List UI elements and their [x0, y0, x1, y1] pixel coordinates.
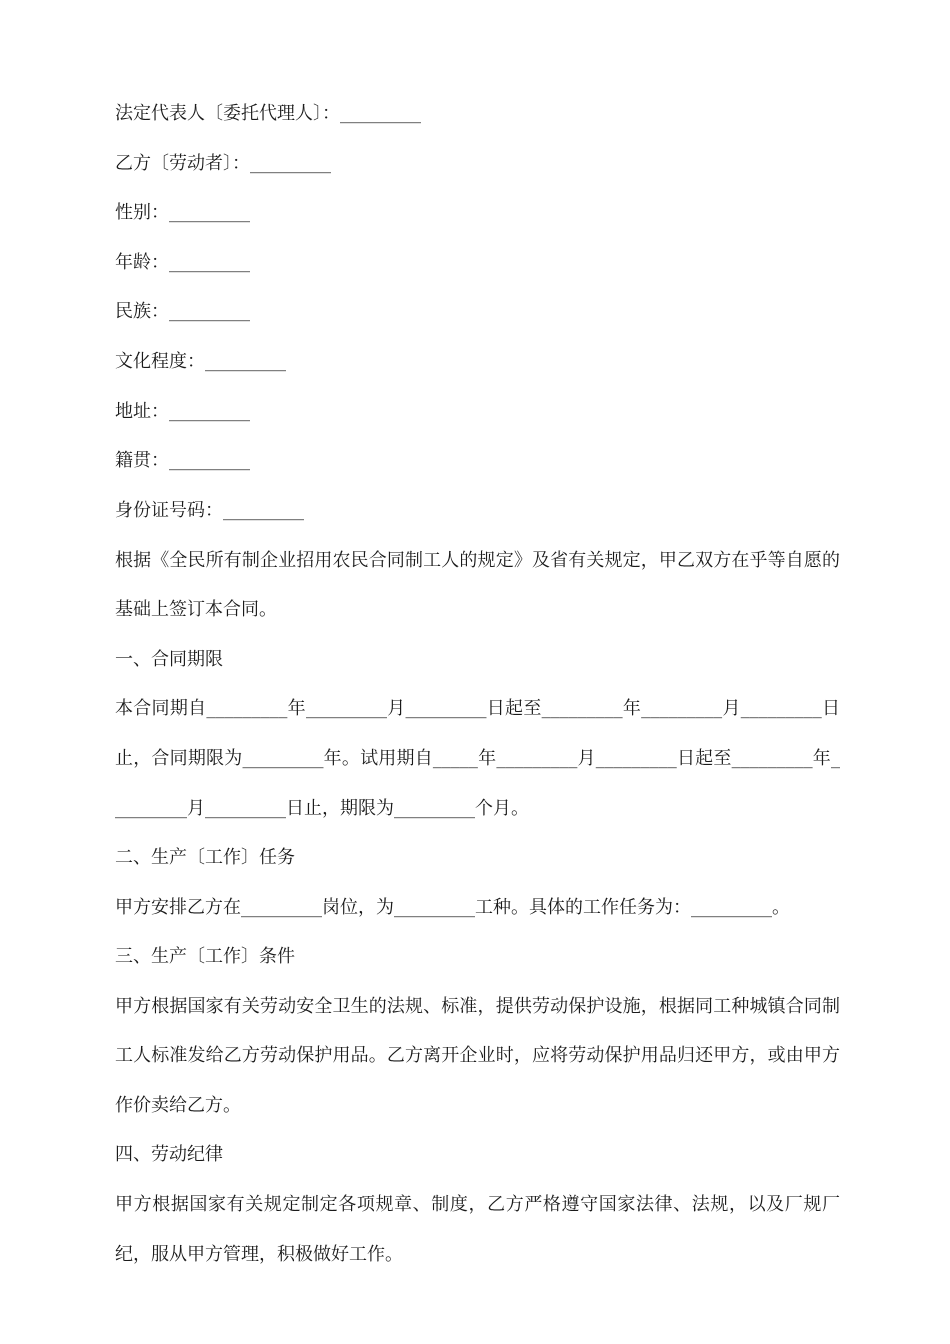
section-heading-conditions: 三、生产〔工作〕条件: [115, 946, 295, 968]
gender-field: 性别：_________: [115, 202, 250, 224]
term-paragraph: 本合同期自_________年_________月_________日起至_________年_________月_________日止，合同期限为_________年。试用期自_____年_________月_________日起至_________年_________月_________日止，期限为_________个月。: [115, 698, 840, 819]
section-heading-term: 一、合同期限: [115, 648, 223, 670]
tasks-paragraph: 甲方安排乙方在_________岗位，为_________工种。具体的工作任务为：_________。: [115, 896, 790, 918]
age-field: 年龄：_________: [115, 251, 250, 273]
legal-representative-field: 法定代表人〔委托代理人〕：_________: [115, 103, 421, 124]
conditions-paragraph: 甲方根据国家有关劳动安全卫生的法规、标准，提供劳动保护设施，根据同工种城镇合同制工人标准发给乙方劳动保护用品。乙方离开企业时，应将劳动保护用品归还甲方，或由甲方作价卖给乙方。: [115, 995, 840, 1117]
discipline-paragraph: 甲方根据国家有关规定制定各项规章、制度，乙方严格遵守国家法律、法规，以及厂规厂纪，服从甲方管理，积极做好工作。: [115, 1194, 840, 1265]
education-field: 文化程度：_________: [115, 350, 286, 372]
party-b-field: 乙方〔劳动者〕：_________: [115, 152, 331, 174]
preamble-paragraph: 根据《全民所有制企业招用农民合同制工人的规定》及省有关规定，甲乙双方在乎等自愿的基础上签订本合同。: [115, 549, 840, 621]
native-place-field: 籍贯：_________: [115, 450, 250, 472]
contract-page: [115, 101, 840, 1291]
ethnicity-field: 民族：_________: [115, 301, 250, 323]
id-number-field: 身份证号码：_________: [115, 499, 304, 521]
address-field: 地址：_________: [115, 400, 250, 422]
section-heading-tasks: 二、生产〔工作〕任务: [115, 846, 295, 868]
section-heading-discipline: 四、劳动纪律: [115, 1144, 223, 1166]
